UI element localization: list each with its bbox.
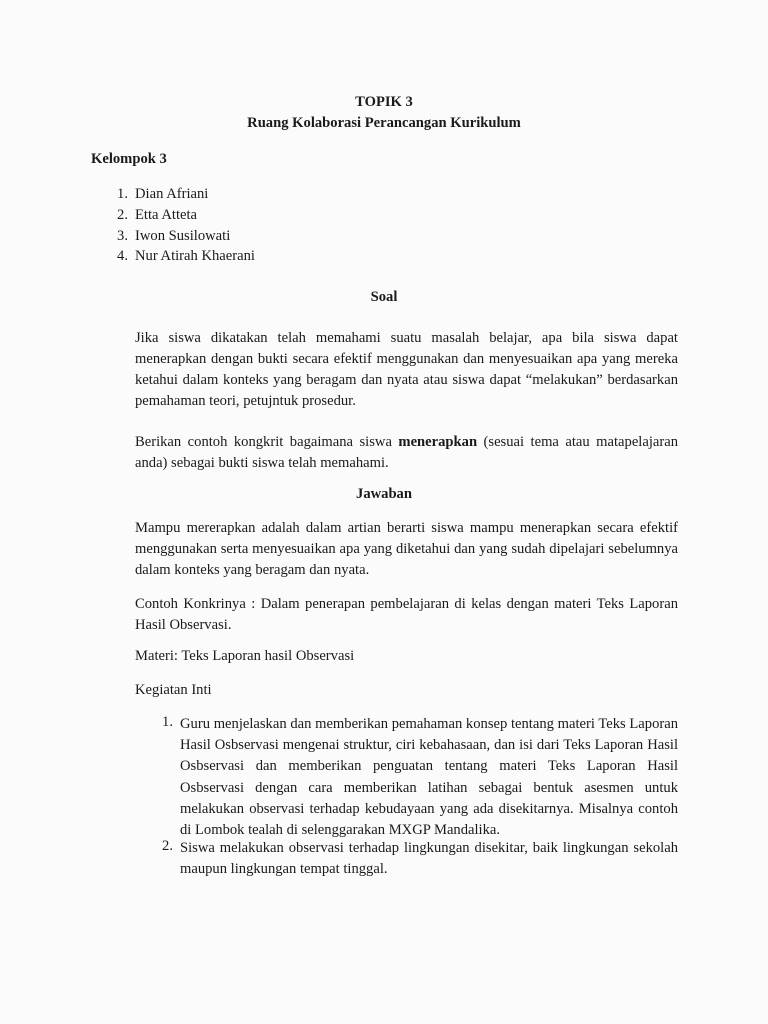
list-number: 1. <box>162 714 173 730</box>
instruction-text: (sesuai tema atau matapelajaran anda) sebagai bukti siswa telah memahami. <box>135 434 679 471</box>
instruction-emphasis: menerapkan <box>398 434 478 450</box>
list-number: 2. <box>117 207 128 223</box>
example-paragraph: Contoh Konkrinya : Dalam penerapan pembelajaran di kelas dengan materi Teks Laporan Hasil Observasi. <box>135 596 678 633</box>
jawaban-heading: Jawaban <box>356 486 412 502</box>
jawaban-paragraph: Mampu mererapkan adalah dalam artian berarti siswa mampu menerapkan secara efektif menggunakan serta menyesuaikan apa yang diketahui dan yang sudah dipelajari sebelumnya dalam konteks yang beragam dan nyata. <box>135 520 678 578</box>
topic-title: TOPIK 3 <box>355 94 413 110</box>
list-number: 2. <box>162 838 173 854</box>
kegiatan-label: Kegiatan Inti <box>135 682 212 698</box>
activity-text: Siswa melakukan observasi terhadap lingkungan disekitar, baik lingkungan sekolah maupun lingkungan tempat tinggal. <box>180 840 678 878</box>
member-name: Iwon Susilowati <box>135 228 231 244</box>
document-title: Ruang Kolaborasi Perancangan Kurikulum <box>247 115 521 131</box>
list-number: 4. <box>117 248 128 264</box>
group-label: Kelompok 3 <box>91 151 167 167</box>
list-number: 3. <box>117 228 128 244</box>
soal-heading: Soal <box>370 289 398 305</box>
activity-text: Guru menjelaskan dan memberikan pemahaman konsep tentang materi Teks Laporan Hasil Osbservasi mengenai struktur, ciri kebahasaan, dan isi dari Teks Laporan Hasil Osbservasi dan memberikan penguatan tentang materi Teks Laporan Hasil Osbservasi dengan cara memberikan latihan sebagai bentuk asesmen untuk melakukan observasi terhadap kebudayaan yang ada disekitarnya. Misalnya contoh di Lombok tealah di selenggarakan MXGP Mandalika. <box>180 716 678 839</box>
materi-line: Materi: Teks Laporan hasil Observasi <box>135 648 355 664</box>
soal-instruction <box>135 432 678 474</box>
soal-paragraph: Jika siswa dikatakan telah memahami suatu masalah belajar, apa bila siswa dapat menerapkan dengan bukti secara efektif menggunakan dan menyesuaikan apa yang mereka ketahui dalam konteks yang beragam dan nyata atau siswa dapat “melakukan” berdasarkan pemahaman teori, petujntuk prosedur. <box>135 330 678 409</box>
list-number: 1. <box>117 186 128 202</box>
instruction-text: Berikan contoh kongkrit bagaimana siswa <box>135 434 399 450</box>
member-name: Etta Atteta <box>135 207 198 223</box>
member-name: Dian Afriani <box>135 186 209 202</box>
member-name: Nur Atirah Khaerani <box>135 248 255 264</box>
